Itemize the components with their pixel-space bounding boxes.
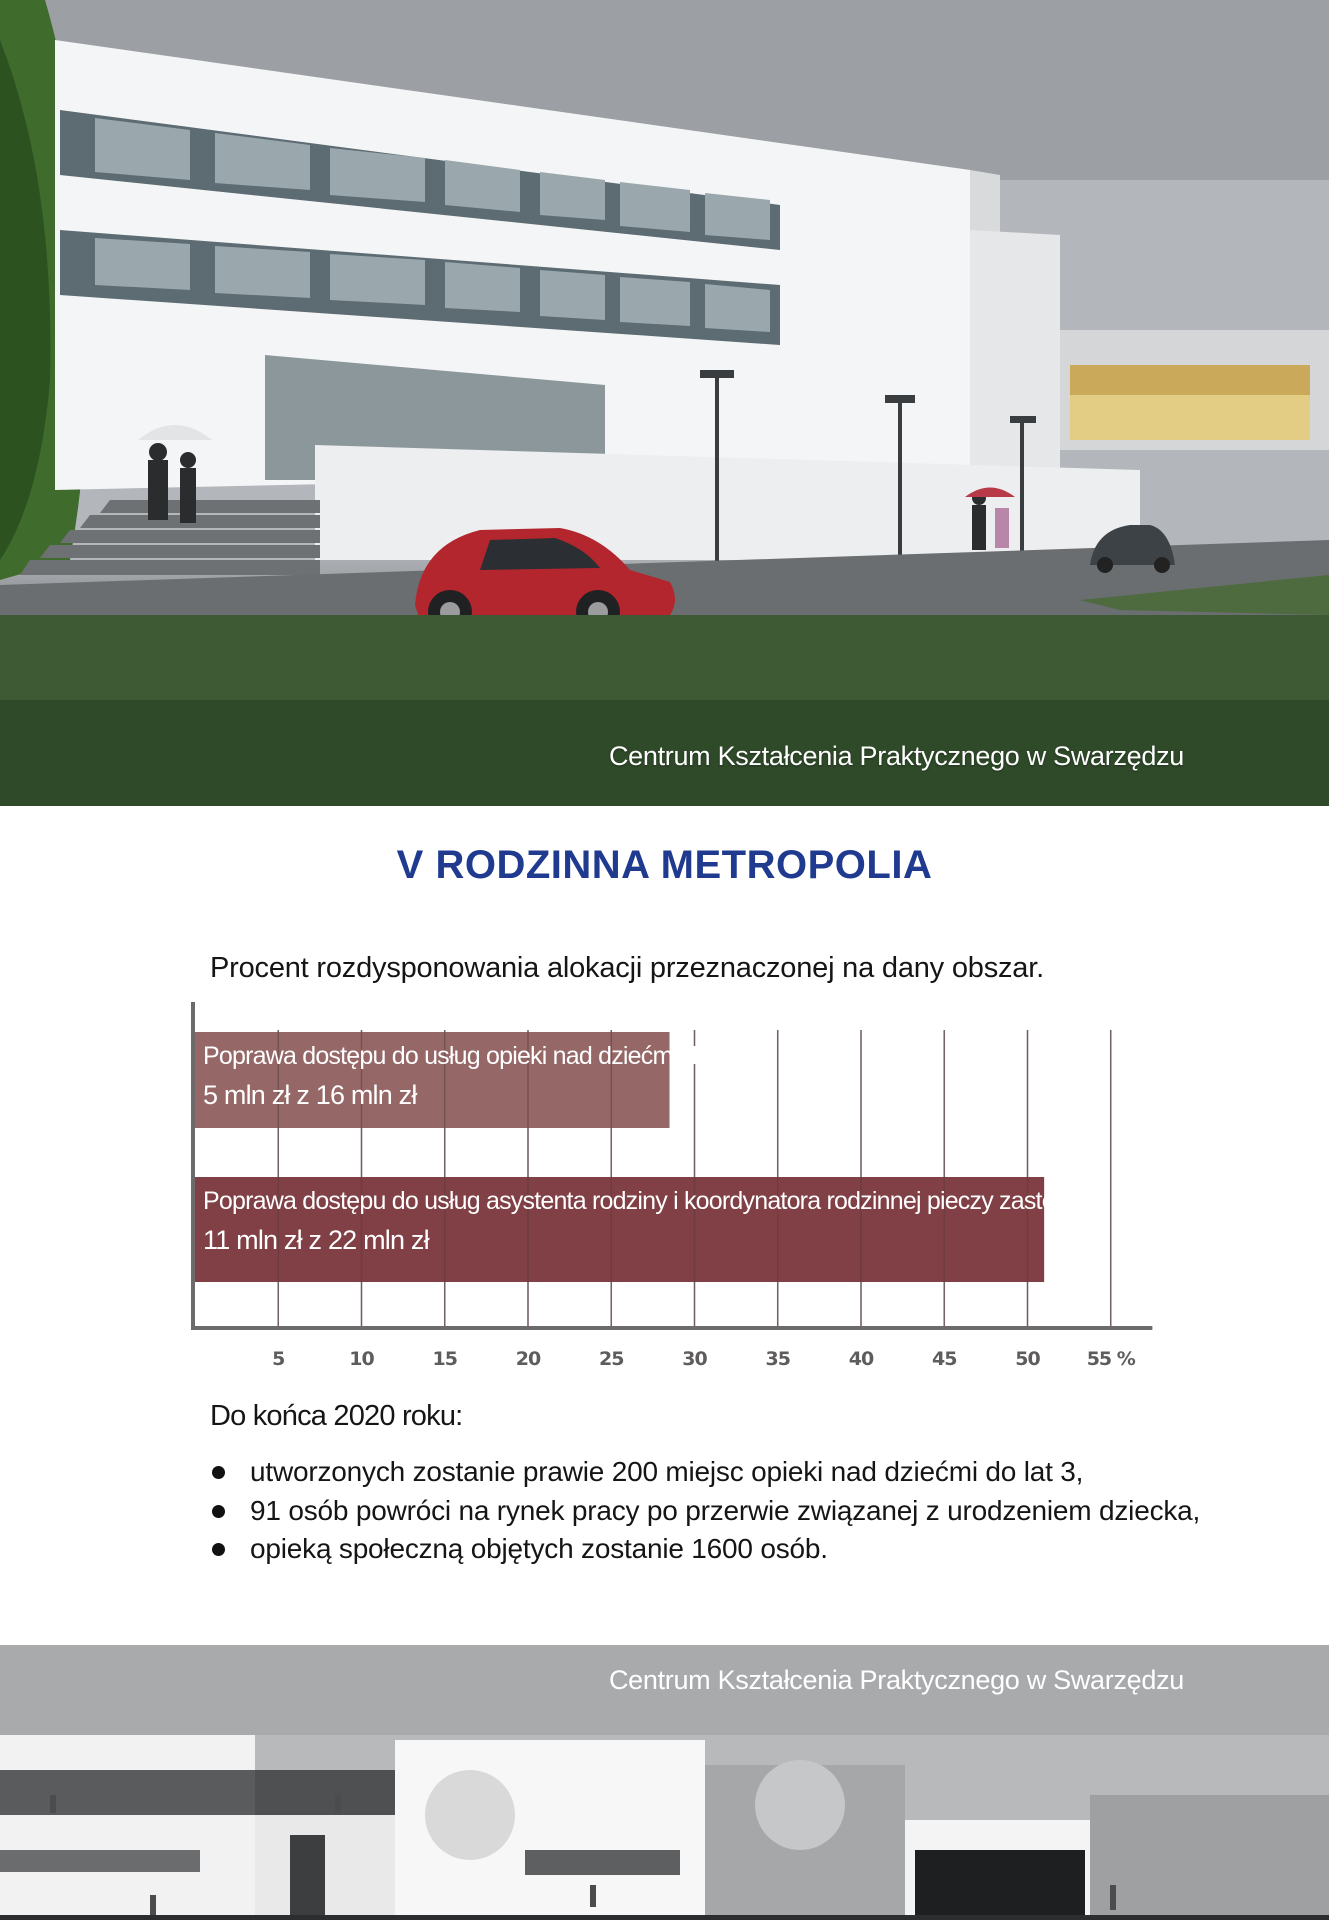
x-tick-label: 30 xyxy=(682,1348,707,1370)
page-title: V RODZINNA METROPOLIA xyxy=(396,843,933,887)
x-tick-label: 20 xyxy=(515,1348,541,1370)
x-tick-label: 25 xyxy=(599,1348,624,1370)
bar-value-label: 11 mln zł z 22 mln zł xyxy=(203,1225,429,1255)
x-tick-label: 35 xyxy=(765,1348,790,1370)
bar-label: Poprawa dostępu do usług opieki nad dziećmi do lat 3 xyxy=(203,1042,760,1070)
list-item: utworzonych zostanie prawie 200 miejsc opieki nad dziećmi do lat 3, xyxy=(210,1453,1200,1492)
allocation-bar-chart xyxy=(0,990,1329,1370)
x-tick-label: 40 xyxy=(848,1348,874,1370)
x-tick-label: 10 xyxy=(349,1348,374,1370)
summary-list xyxy=(210,1453,1200,1569)
list-item: opieką społeczną objętych zostanie 1600 osób. xyxy=(210,1530,1200,1569)
bottom-image-caption: Centrum Kształcenia Praktycznego w Swarzędzu xyxy=(608,1665,1184,1695)
bar-label: Poprawa dostępu do usług asystenta rodziny i koordynatora rodzinnej pieczy zastępczej xyxy=(203,1187,1110,1215)
x-tick-label: 15 xyxy=(432,1348,457,1370)
x-tick-label: 50 xyxy=(1015,1348,1040,1370)
building-rendering-photo xyxy=(0,0,1329,806)
building-illustration xyxy=(0,0,1329,806)
list-item: 91 osób powróci na rynek pracy po przerwie związanej z urodzeniem dziecka, xyxy=(210,1492,1200,1531)
x-tick-label: 45 xyxy=(932,1348,957,1370)
top-image-caption: Centrum Kształcenia Praktycznego w Swarzędzu xyxy=(608,741,1184,771)
x-tick-label: 5 xyxy=(272,1348,285,1370)
summary-heading: Do końca 2020 roku: xyxy=(210,1400,463,1432)
chart-caption: Procent rozdysponowania alokacji przeznaczonej na dany obszar. xyxy=(210,952,1044,984)
bar-value-label: 5 mln zł z 16 mln zł xyxy=(203,1080,417,1110)
x-tick-label: 55 % xyxy=(1086,1348,1135,1370)
